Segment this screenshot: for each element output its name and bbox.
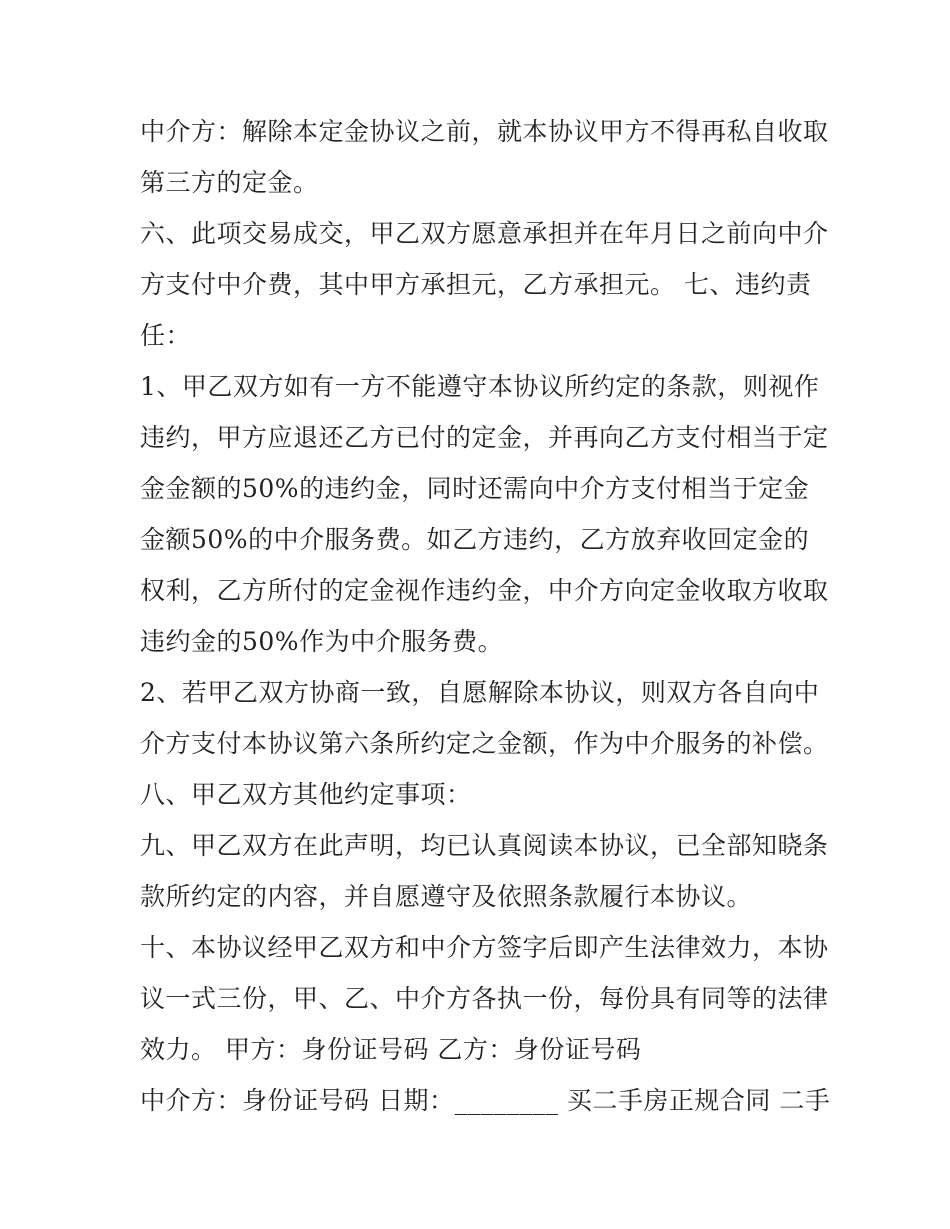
- text-line: 九、甲乙双方在此声明，均已认真阅读本协议，已全部知晓条: [140, 831, 829, 860]
- text-line: 效力。 甲方：身份证号码 乙方：身份证号码: [140, 1035, 642, 1064]
- text-line: 违约，甲方应退还乙方已付的定金，并再向乙方支付相当于定: [140, 423, 829, 452]
- text-line: 违约金的50%作为中介服务费。: [140, 627, 504, 656]
- text-line: 方支付中介费，其中甲方承担元，乙方承担元。 七、违约责: [140, 270, 812, 299]
- text-line: 金金额的50%的违约金，同时还需向中介方支付相当于定金: [140, 474, 810, 503]
- text-line: 议一式三份，甲、乙、中介方各执一份，每份具有同等的法律: [140, 984, 829, 1013]
- document-body: [140, 106, 831, 1126]
- text-line: 八、甲乙双方其他约定事项：: [140, 780, 472, 809]
- text-line: 第三方的定金。: [140, 168, 319, 197]
- text-line: 介方支付本协议第六条所约定之金额，作为中介服务的补偿。: [140, 729, 829, 758]
- text-line: 十、本协议经甲乙双方和中介方签字后即产生法律效力，本协: [140, 933, 829, 962]
- text-line: 权利，乙方所付的定金视作违约金，中介方向定金收取方收取: [140, 576, 829, 605]
- text-line: 六、此项交易成交，甲乙双方愿意承担并在年月日之前向中介: [140, 219, 829, 248]
- text-line: 款所约定的内容，并自愿遵守及依照条款履行本协议。: [140, 882, 753, 911]
- text-line: 1、甲乙双方如有一方不能遵守本协议所约定的条款，则视作: [140, 372, 820, 401]
- text-line: 2、若甲乙双方协商一致，自愿解除本协议，则双方各自向中: [140, 678, 820, 707]
- text-line: 中介方：解除本定金协议之前，就本协议甲方不得再私自收取: [140, 117, 829, 146]
- text-line: 任：: [140, 321, 192, 350]
- text-line: 中介方：身份证号码 日期：________ 买二手房正规合同 二手: [140, 1086, 831, 1115]
- text-line: 金额50%的中介服务费。如乙方违约，乙方放弃收回定金的: [140, 525, 810, 554]
